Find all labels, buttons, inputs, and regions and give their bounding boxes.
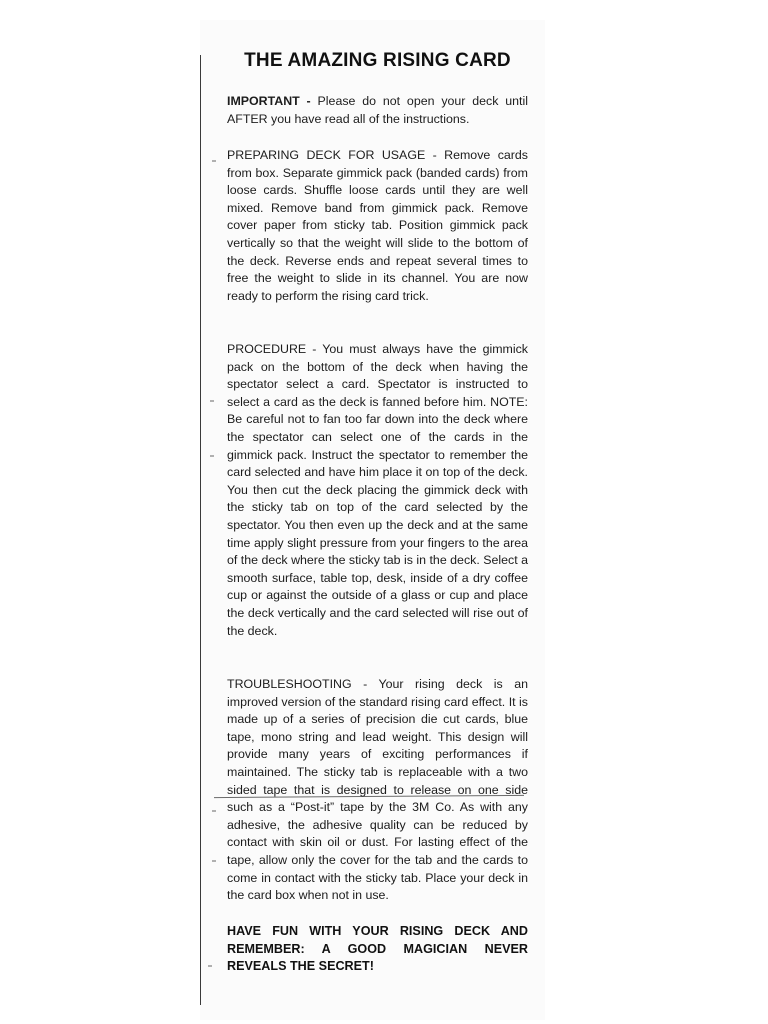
important-notice: [227, 93, 528, 128]
procedure-paragraph: PROCEDURE - You must always have the gimmick pack on the bottom of the deck when having the spectator select a card. Spectator is instructed to select a card as the deck is fanned before him. NOTE: Be careful not to fan too far down into the deck where the spectator can select one of the cards in the gimmick pack. Instruct the spectator to remember the card selected and have him place it on top of the deck. You then cut the deck placing the gimmick deck with the sticky tab on top of the card selected by the spectator. You then even up the deck and at the same time apply slight pressure from your fingers to the area of the deck where the sticky tab is in the deck. Select a smooth surface, table top, desk, inside of a dry coffee cup or against the outside of a glass or cup and place the deck vertically and the card selected will rise out of the deck.: [227, 342, 528, 638]
scan-speck: [212, 860, 216, 862]
closing-remark: HAVE FUN WITH YOUR RISING DECK AND REMEMBER: A GOOD MAGICIAN NEVER REVEALS THE SECRET!: [227, 924, 528, 974]
document-title: THE AMAZING RISING CARD: [244, 50, 511, 71]
important-text: Please do not open your deck until AFTER you have read all of the instructions.: [227, 94, 528, 126]
troubleshooting-paragraph: TROUBLESHOOTING - Your rising deck is an improved version of the standard rising card effect. It is made up of a series of precision die cut cards, blue tape, mono string and lead weight. This design will provide many years of exciting performances if maintained. The sticky tab is replaceable with a two sided tape that is designed to release on one side such as a “Post-it” tape by the 3M Co. As with any adhesive, the adhesive quality can be reduced by contact with skin oil or dust. For lasting effect of the tape, allow only the cover for the tab and the cards to come in contact with the sticky tab. Place your deck in the card box when not in use.: [227, 677, 528, 903]
scan-speck: [210, 400, 214, 402]
scan-speck: [212, 810, 216, 812]
important-label: IMPORTANT -: [227, 94, 311, 108]
paper-left-edge: [200, 55, 201, 1005]
scan-speck: [212, 160, 216, 162]
preparing-deck-paragraph: PREPARING DECK FOR USAGE - Remove cards from box. Separate gimmick pack (banded cards) from loose cards. Shuffle loose cards until they are well mixed. Remove band from gimmick pack. Remove cover paper from sticky tab. Position gimmick pack vertically so that the weight will slide to the bottom of the deck. Reverse ends and repeat several times to free the weight to slide in its channel. You are now ready to perform the rising card trick.: [227, 148, 528, 303]
scan-speck: [210, 455, 214, 457]
scan-speck: [208, 965, 212, 967]
